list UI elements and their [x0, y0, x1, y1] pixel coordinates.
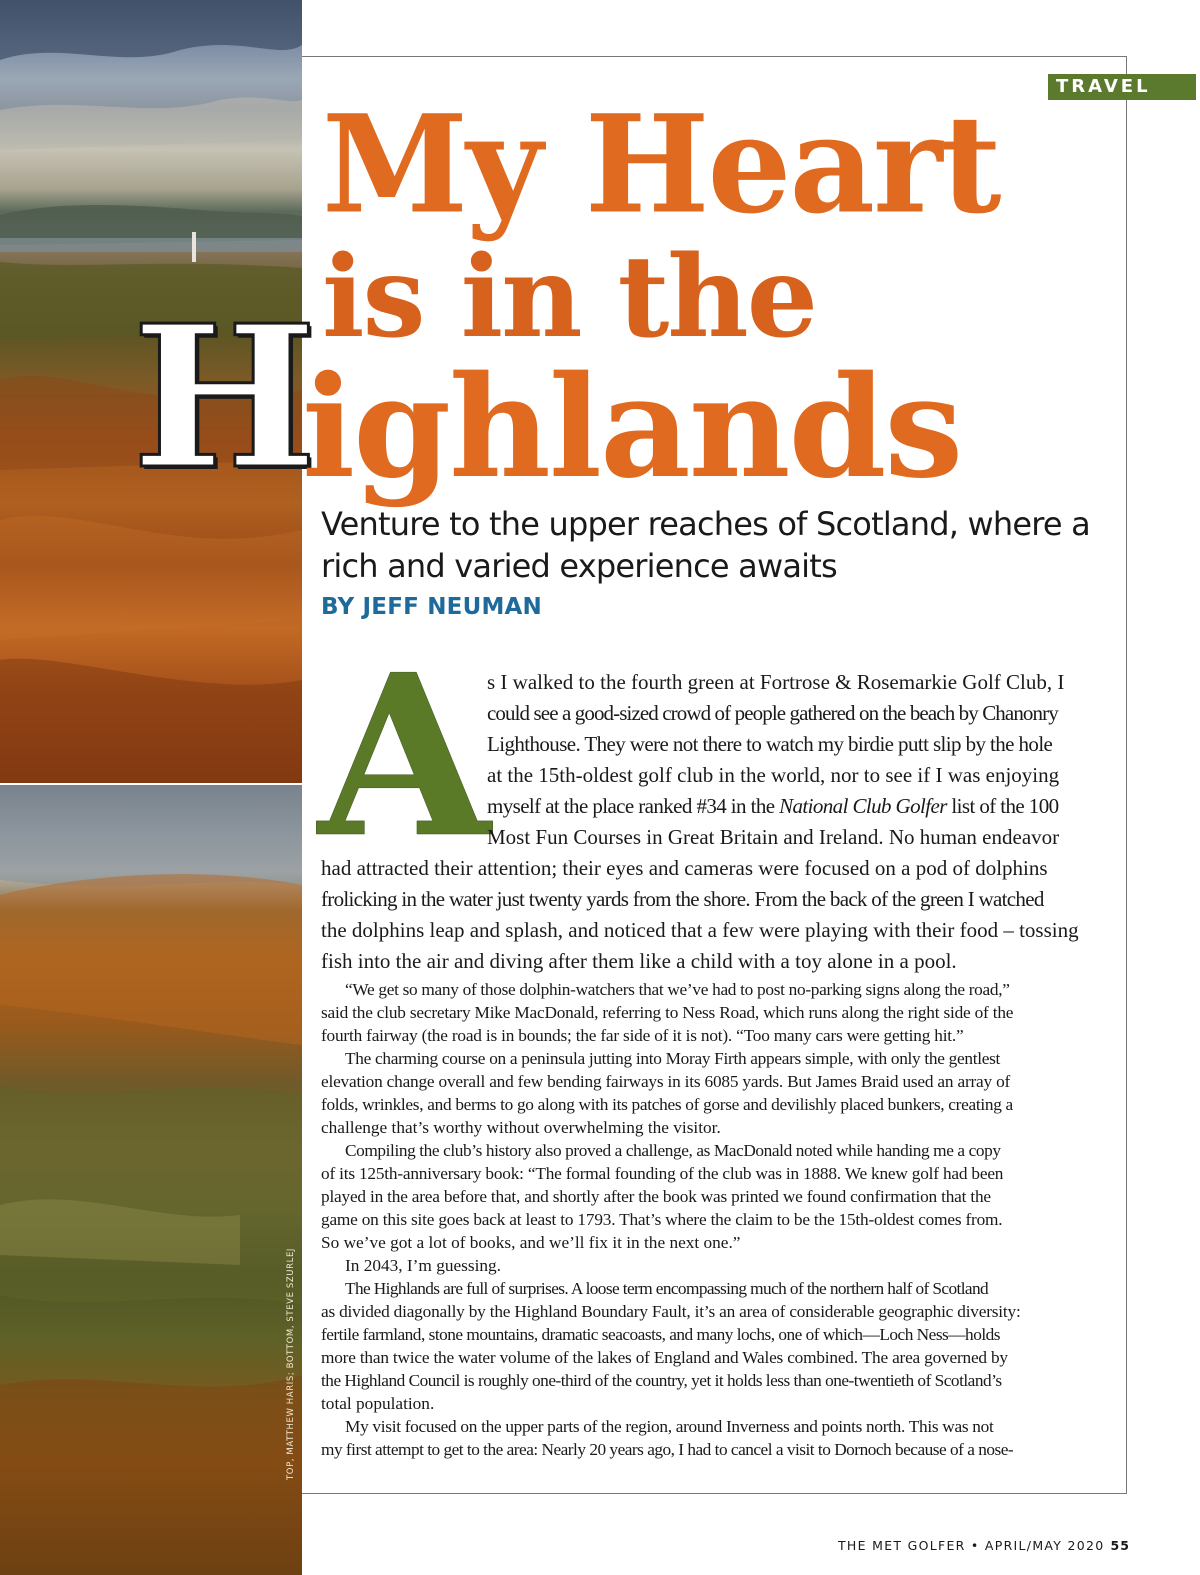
body-line: The Highlands are full of surprises. A loose term encompassing much of the northern half of Scotland: [345, 1279, 989, 1298]
body-line: said the club secretary Mike MacDonald, referring to Ness Road, which runs along the right side of the: [321, 1003, 1014, 1022]
page-number: 55: [1110, 1538, 1130, 1553]
body-line: more than twice the water volume of the lakes of England and Wales combined. The area governed by: [321, 1348, 1008, 1367]
body-line: my first attempt to get to the area: Nearly 20 years ago, I had to cancel a visit to Dornoch because of a nose-: [321, 1440, 1014, 1459]
dek: Venture to the upper reaches of Scotland, where a rich and varied experience awaits: [321, 505, 1090, 585]
headline-big-letter: H: [132, 283, 318, 513]
lead-line: fish into the air and diving after them like a child with a toy alone in a pool.: [321, 949, 957, 973]
body-line: elevation change overall and few bending fairways in its 6085 yards. But James Braid used an array of: [321, 1072, 1011, 1091]
lead-line: at the 15th-oldest golf club in the world, nor to see if I was enjoying: [487, 763, 1060, 787]
byline: BY JEFF NEUMAN: [321, 594, 543, 620]
body-line: of its 125th-anniversary book: “The formal founding of the club was in 1888. We knew golf had been: [321, 1164, 1004, 1183]
lead-line: frolicking in the water just twenty yards from the shore. From the back of the green I watched: [321, 887, 1044, 911]
body-line: the Highland Council is roughly one-third of the country, yet it holds less than one-twentieth of Scotland’s: [321, 1371, 1002, 1390]
lead-line: s I walked to the fourth green at Fortrose & Rosemarkie Golf Club, I: [487, 670, 1065, 694]
headline-line-1: My Heart: [322, 86, 1000, 245]
lead-line: myself at the place ranked #34 in the National Club Golfer list of the 100: [487, 794, 1059, 818]
photo-golf-course-bottom: [0, 785, 302, 1575]
lead-line: the dolphins leap and splash, and noticed that a few were playing with their food – tossing: [321, 918, 1079, 942]
body-line: game on this site goes back at least to 1793. That’s where the claim to be the 15th-oldest comes from.: [321, 1210, 1003, 1229]
landscape-illustration-bottom: [0, 785, 302, 1575]
lead-line: Most Fun Courses in Great Britain and Ireland. No human endeavor: [487, 825, 1060, 849]
lead-line: Lighthouse. They were not there to watch my birdie putt slip by the hole: [487, 732, 1053, 756]
publication-title: National Club Golfer: [779, 794, 947, 818]
body-line: fourth fairway (the road is in bounds; the far side of it is not). “Too many cars were getting hit.”: [321, 1026, 964, 1045]
body-line: as divided diagonally by the Highland Boundary Fault, it’s an area of considerable geographic diversity:: [321, 1302, 1021, 1321]
headline-line-2: is in the: [322, 232, 816, 363]
photo-credit: TOP, MATTHEW HARIS; BOTTOM, STEVE SZURLEJ: [286, 1247, 296, 1480]
page-folio: [838, 1538, 1130, 1553]
body-line: Compiling the club’s history also proved a challenge, as MacDonald noted while handing me a copy: [345, 1141, 1001, 1160]
drop-cap: A: [318, 627, 491, 887]
section-tag: TRAVEL: [1048, 74, 1196, 100]
body-line: The charming course on a peninsula jutting into Moray Firth appears simple, with only the gentlest: [345, 1049, 1000, 1068]
body-line: My visit focused on the upper parts of the region, around Inverness and points north. This was not: [345, 1417, 994, 1436]
body-line: So we’ve got a lot of books, and we’ll fix it in the next one.”: [321, 1233, 741, 1252]
body-line: “We get so many of those dolphin-watchers that we’ve had to post no-parking signs along the road,”: [345, 980, 1010, 999]
body-line: In 2043, I’m guessing.: [345, 1256, 501, 1275]
publication-date: THE MET GOLFER • APRIL/MAY 2020: [838, 1538, 1105, 1553]
body-line: folds, wrinkles, and berms to go along with its patches of gorse and devilishly placed bunkers, creating a: [321, 1095, 1013, 1114]
body-line: played in the area before that, and shortly after the book was printed we found confirmation that the: [321, 1187, 991, 1206]
body-line: fertile farmland, stone mountains, dramatic seacoasts, and many lochs, one of which—Loch Ness—holds: [321, 1325, 1001, 1344]
lead-line: could see a good-sized crowd of people gathered on the beach by Chanonry: [487, 701, 1058, 725]
lead-line: had attracted their attention; their eyes and cameras were focused on a pod of dolphins: [321, 856, 1048, 880]
headline-line-3: ighlands: [302, 346, 962, 510]
body-line: total population.: [321, 1394, 435, 1413]
body-line: challenge that’s worthy without overwhelming the visitor.: [321, 1118, 721, 1137]
